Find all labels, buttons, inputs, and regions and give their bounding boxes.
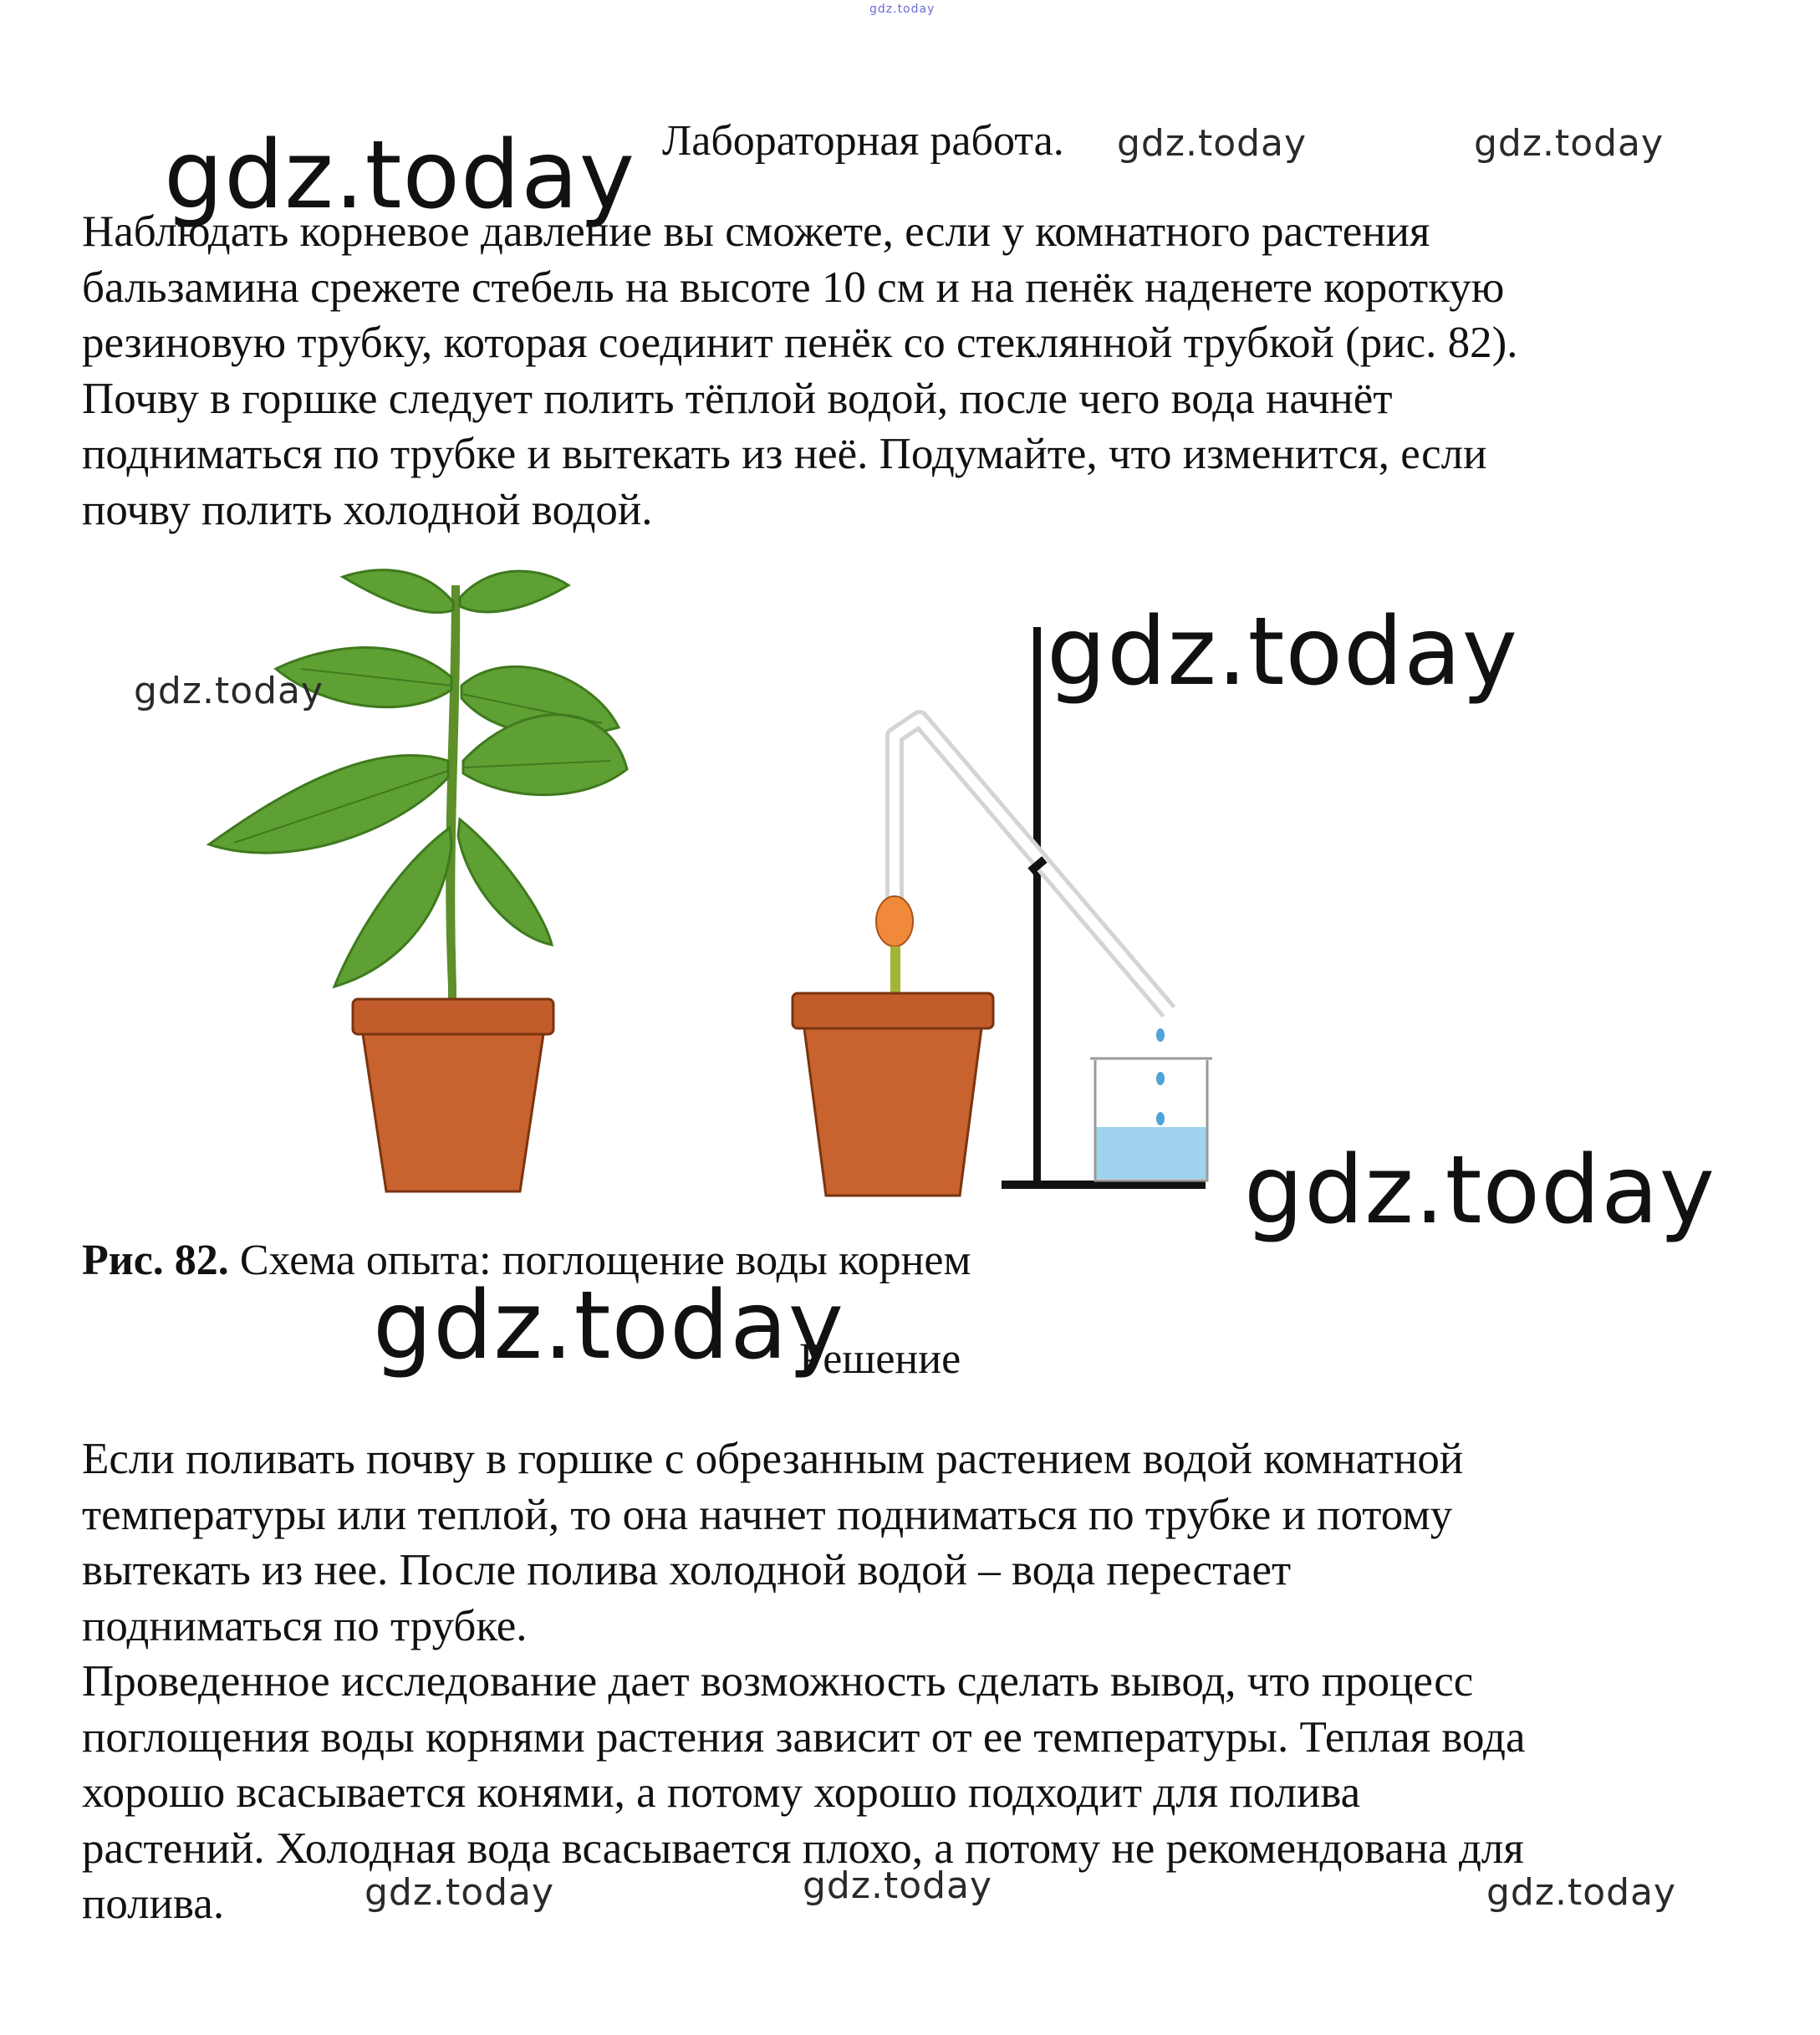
watermark-bottom-left: gdz.today [365,1871,555,1914]
solution-paragraph-1: Если поливать почву в горшке с обрезанным растением водой комнатной температуры или теплой, то она начнет подниматься по трубке и потому вытекать из нее. После полива холодной водой – вода перестает подниматься по трубке. [82,1435,1464,1650]
watermark-bottom-right: gdz.today [1486,1871,1677,1914]
figure-label: Рис. 82. [82,1237,229,1284]
solution-heading: Решение [799,1335,961,1383]
watermark-header-right: gdz.today [1474,122,1665,165]
experiment-apparatus-illustration [786,619,1254,1204]
page-title: Лабораторная работа. [662,117,1064,165]
watermark-top: gdz.today [869,3,935,16]
solution-paragraph-2: Проведенное исследование дает возможность сделать вывод, что процесс поглощения воды корнями растения зависит от ее температуры. Теплая вода хорошо всасывается конями, а потому хорошо подходит для полива растений. Холодная вода всасывается плохо, а потому не рекомендована для полива. [82,1657,1526,1928]
watermark-figure-top-right: gdz.today [1047,598,1519,706]
watermark-figure-bottom-right: gdz.today [1244,1136,1716,1245]
figure-caption-text: Схема опыта: поглощение воды корнем [228,1237,971,1284]
watermark-figure-left: gdz.today [134,670,324,712]
plant-pot-illustration [176,552,644,1196]
watermark-below-caption: gdz.today [373,1272,845,1380]
watermark-header-inline: gdz.today [1117,122,1308,165]
watermark-bottom-center: gdz.today [803,1864,993,1907]
task-text: Наблюдать корневое давление вы сможете, если у комнатного растения бальзамина срежете стебель на высоте 10 см и на пенёк наденете короткую резиновую трубку, которая соединит пенёк со стеклянной трубкой (рис. 82). Почву в горшке следует полить тёплой водой, после чего вода начнёт подниматься по трубке и вытекать из неё. Подумайте, что изменится, если почву полить холодной водой. [82,207,1518,534]
watermark-large-top-left: gdz.today [164,121,636,230]
